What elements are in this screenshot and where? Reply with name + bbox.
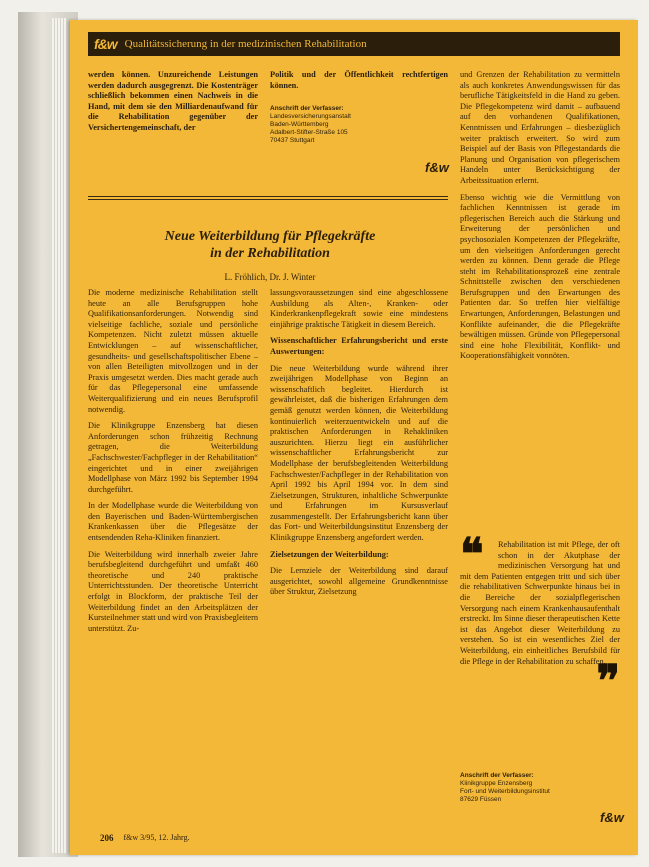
paragraph: Die neue Weiterbildung wurde während ihrer zweijährigen Modellphase von Beginn an wissenschaftlich begleitet. Hierdurch ist gewährleistet, daß die bisherigen Erfahrungen dem gemäß genutzt werden können, die Weiterbildung kontinuierlich weiterzuentwickeln und auf die praktischen Anforderungen in Rehakliniken auszurichten. Hierzu liegt ein ausführlicher wissenschaftlicher Erfahrungsbericht zur Modellphase der berufsbegleitenden Weiterbildung Fachschwester/Fachpfleger in der Rehabilitation von April 1992 bis April 1994 vor. In dem sind Zielsetzungen, Strukturen, inhaltliche Schwerpunkte und Erfahrungen im Kursusverlauf zusammengestellt. Der Erfahrungsbericht kann über das Fort- und Weiterbildungsinstitut Enzensberg der Klinikgruppe Enzensberg angefordert werden. xyxy=(270,363,448,543)
running-header xyxy=(88,32,620,56)
prev-source-line: Adalbert-Stifter-Straße 105 xyxy=(270,129,348,137)
pull-quote xyxy=(460,529,620,708)
paragraph: Die Klinikgruppe Enzensberg hat diesen Anforderungen schon frühzeitig Rechnung getragen, die Weiterbildung „Fachschwester/Fachpfleger in der Rehabilitation“ eingerichtet und in einer zweijährigen Modellphase von März 1992 bis September 1994 durchgeführt. xyxy=(88,421,258,494)
pull-quote-text: Rehabilitation ist mit Pflege, der oft schon in der Akutphase der medizinischen Versorgung hat und mit dem Patienten entgegen tritt und sich über die rehabilitativen Schwerpunkte hinaus bei in die Bereiche der sozialpflegerischen Versorgung nach einem Krankenhausaufenthalt erstreckt. Im Sinne dieser therapeutischen Kette ist das Angebot dieser Weiterbildung zu verstehen. So ist ein wesentliches Ziel der Weiterbildung, ein einheitliches Berufsbild für die Pflege in der Rehabilitation zu schaffen. xyxy=(460,540,620,666)
prev-article-text2: Politik und der Öffentlichkeit rechtfertigen können. xyxy=(270,70,448,90)
paragraph: Die Weiterbildung wird innerhalb zweier Jahre berufsbegleitend durchgeführt und umfaßt 460 theoretische und 240 praktische Unterrichtsstunden. Der theoretische Unterricht erfolgt in Blockform, der praktische Teil der Weiterbildung findet an den Arbeitsplätzen der Kursteilnehmer statt und wird von Praxisbegleitern unterstützt. Zu- xyxy=(88,549,258,633)
page-footer xyxy=(100,833,190,843)
article-title-line2: in der Rehabilitation xyxy=(210,246,330,261)
issue-info: f&w 3/95, 12. Jahrg. xyxy=(123,833,190,842)
prev-source-line: Landesversicherungsanstalt xyxy=(270,113,351,121)
fw-logo-mark: f&w xyxy=(425,160,449,175)
paragraph: lassungsvoraussetzungen sind eine abgeschlossene Ausbildung als Alten-, Kranken- oder Kinderkrankenpflegekraft sowie eine mindestens einjährige praktische Tätigkeit in diesem Bereich. xyxy=(270,288,448,329)
close-quote-icon: ❞ xyxy=(596,656,620,708)
prev-article-col1 xyxy=(88,70,258,140)
source-line: Klinikgruppe Enzensberg xyxy=(460,780,533,787)
paragraph: Ebenso wichtig wie die Vermittlung von fachlichen Kenntnissen ist gerade im pflegerischen Bereich auch die Stärkung und Erweiterung der persönlichen und psychosozialen Kompetenzen der Pflegekräfte, um den vielseitigen Anforderungen gerecht werden zu können. Denn gerade die Pflege steht im Rehabilitationsprozeß eine zentrale Schnittstelle zwischen den verschiedenen Berufsgruppen und den Erwartungen des Patienten dar. So treffen hier vielfältige Erwartungen, Anforderungen, Belastungen und Konflikte aufeinander, die die Pflegekräfte bewältigen müssen. Gründe von Pflegepersonal sind eine hohe Flexibilität, Konflikt- und Kooperationsfähigkeit vonnöten. xyxy=(460,192,620,361)
article-title-block xyxy=(100,228,440,282)
prev-article-col2 xyxy=(270,70,448,145)
article-column-3 xyxy=(460,70,620,368)
paragraph: und Grenzen der Rehabilitation zu vermitteln als auch konkretes Anwendungswissen für das berufliche Tätigkeitsfeld in die Hand zu geben. Die Pflegekompetenz wird damit – aufbauend auf den vorhandenen Qualifikationen, Kenntnissen und Erfahrungen – diesbezüglich weiter praktisch erweitert. So wird zum Beispiel auf der Basis von Pflegestandards die Planung und Organisation von pflegerischem Handeln unter Berücksichtigung der Arbeitssituation erlernt. xyxy=(460,70,620,185)
prev-article-text1: werden können. Unzureichende Leistungen werden dadurch ausgegrenzt. Die Kostenträger schließlich bekommen einen Nachweis in die Hand, mit dem sie den Milliardenaufwand für die Rehabilitation gegenüber der Versichertengemeinschaft, der xyxy=(88,70,258,132)
article-column-2 xyxy=(270,288,448,604)
article-column-1 xyxy=(88,288,258,640)
prev-source-line: 70437 Stuttgart xyxy=(270,137,315,145)
prev-source xyxy=(270,105,380,145)
source-label: Anschrift der Verfasser: xyxy=(460,772,534,779)
paragraph: Die moderne medizinische Rehabilitation stellt heute an alle Berufsgruppen hohe Qualifikationsanforderungen. Notwendig sind vielseitige fachliche, soziale und persönliche Kompetenzen. Nicht zuletzt müssen aktuelle Entwicklungen – auf wissenschaftlicher, gesundheits- und gesellschaftspolitischer Ebene – von allen Beteiligten mitvollzogen und in der Praxis umgesetzt werden. Dies macht gerade auch für das Pflegepersonal eine umfassende Weiterqualifizierung und ein neues Berufsprofil notwendig. xyxy=(88,288,258,414)
subheading: Zielsetzungen der Weiterbildung: xyxy=(270,549,389,559)
magazine-page xyxy=(70,20,638,855)
prev-source-label: Anschrift der Verfasser: xyxy=(270,105,344,113)
section-divider xyxy=(88,196,448,197)
fw-logo-mark: f&w xyxy=(600,810,624,825)
page-stack xyxy=(52,18,66,853)
header-logo: f&w xyxy=(94,36,117,52)
section-divider xyxy=(88,199,448,200)
book-edge xyxy=(18,12,78,857)
subheading: Wissenschaftlicher Erfahrungsbericht und erste Auswertungen: xyxy=(270,336,448,356)
article-title: Neue Weiterbildung für Pflegekräfte xyxy=(164,229,376,244)
paragraph: Die Lernziele der Weiterbildung sind darauf ausgerichtet, sowohl allgemeine Grundkenntnisse über Struktur, Zielsetzung xyxy=(270,566,448,597)
open-quote-icon: ❝ xyxy=(460,529,484,580)
prev-source-line: Baden-Württemberg xyxy=(270,121,329,129)
paragraph: In der Modellphase wurde die Weiterbildung von den Bayerischen und Baden-Württembergischen Krankenkassen über die Pflegesätze der entsendenden Reha-Kliniken finanziert. xyxy=(88,501,258,543)
source-line: Fort- und Weiterbildungsinstitut xyxy=(460,788,550,795)
article-authors: L. Fröhlich, Dr. J. Winter xyxy=(224,272,316,282)
article-source xyxy=(460,772,580,804)
page-number: 206 xyxy=(100,833,114,843)
header-title: Qualitätssicherung in der medizinischen Rehabilitation xyxy=(124,38,367,50)
source-line: 87629 Füssen xyxy=(460,796,502,803)
